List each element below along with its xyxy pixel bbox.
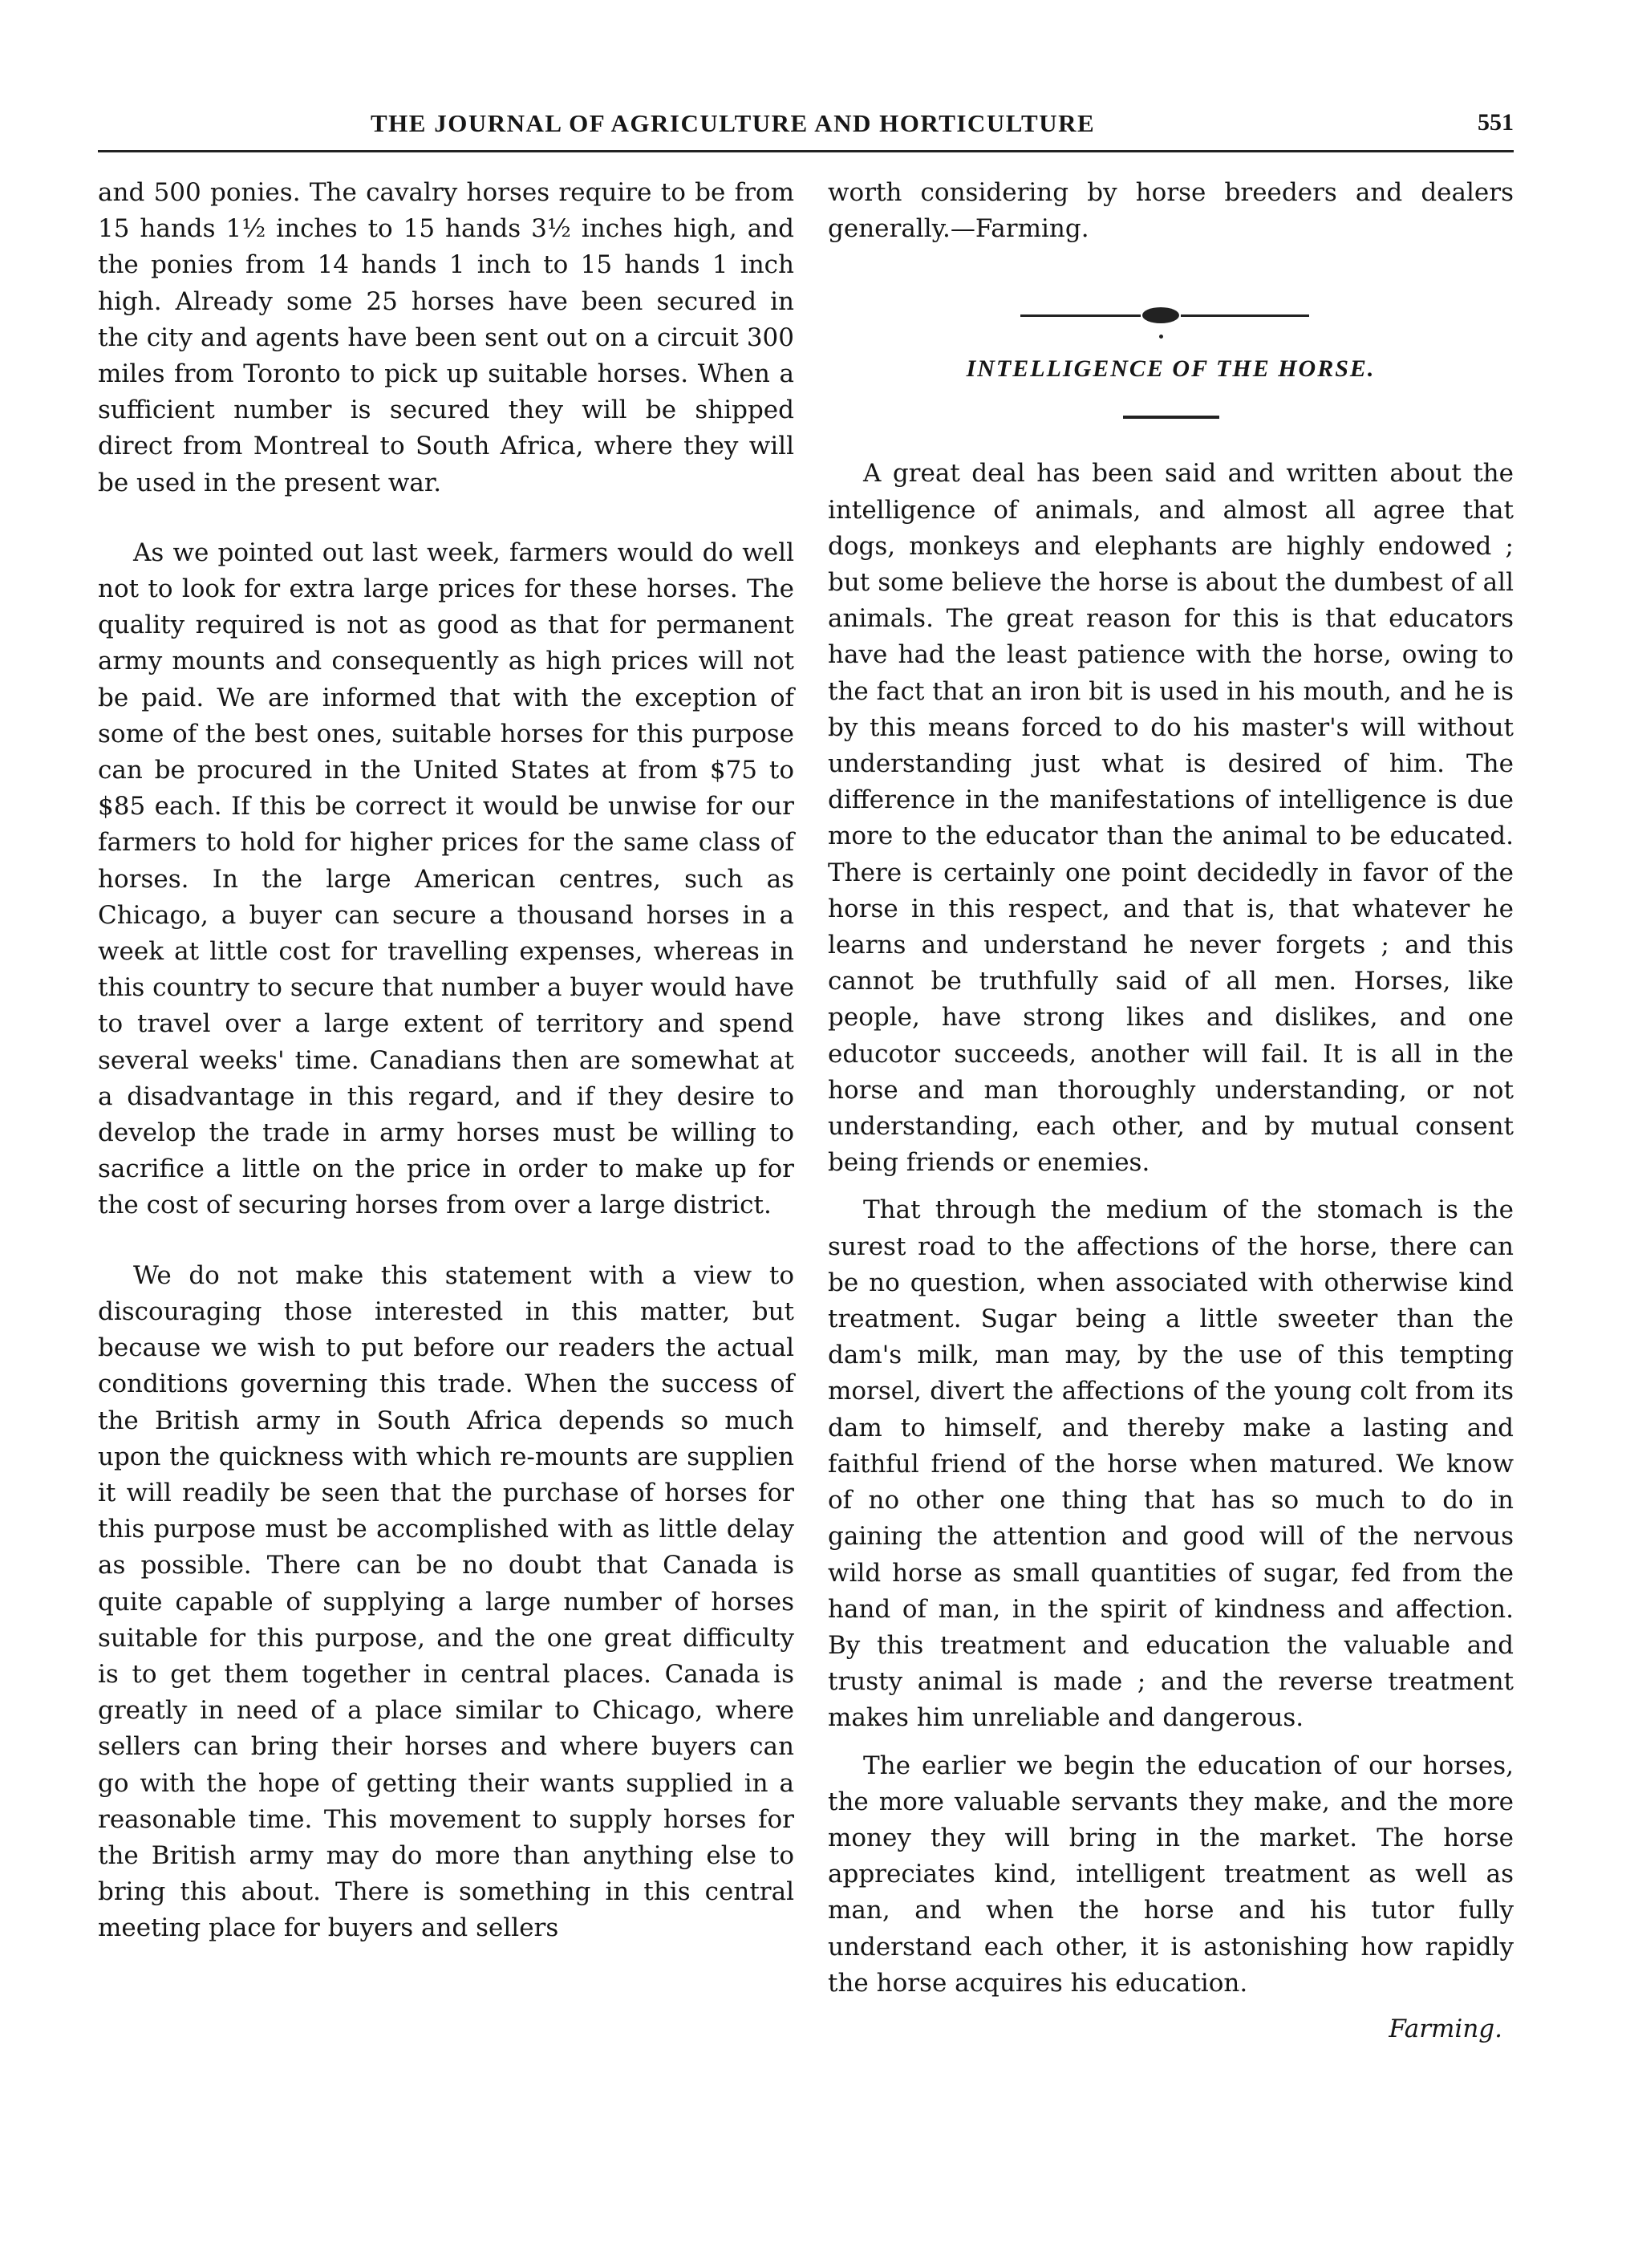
paragraph-education: The earlier we begin the education of our horses, the more valuable servants they make, and the more money they will bring in the market. The horse appreciates kind, intelligent treatment as well as man, and when the horse and his tutor fully understand each other, it is astonishing how rapidly the horse acquires his education. [828,1751,1514,1998]
running-title: THE JOURNAL OF AGRICULTURE AND HORTICULTURE [371,109,1096,137]
paragraph-intelligence: A great deal has been said and written about the intelligence of animals, and almost all agree that dogs, monkeys and elephants are highly endowed ; but some believe the horse is about the dumbest of all animals. The great reason for this is that educators have had the least patience with the horse, owing to the fact that an iron bit is used in his mouth, and he is by this means forced to do his master's will without understanding just what is desired of him. The difference in the manifestations of intelligence is due more to the educator than the animal to be educated. There is certainly one point decidedly in favor of the horse in this respect, and that is, that whatever he learns and understand he never forgets ; and this cannot be truthfully said of all men. Horses, like people, have strong likes and dislikes, and one educotor succeeds, another will fail. It is all in the horse and man thoroughly understanding, or not understanding, each other, and by mutual consent being friends or enemies. [828,459,1514,1178]
paragraph-prices: As we pointed out last week, farmers would do well not to look for extra large prices for these horses. The quality required is not as good as that for permanent army mounts and consequently as high prices will not be paid. We are informed that with the exception of some of the best ones, suitable horses for this purpose can be procured in the United States at from $75 to $85 each. If this be correct it would be unwise for our farmers to hold for higher prices for the same class of horses. In the large American centres, such as Chicago, a buyer can secure a thousand horses in a week at little cost for travelling expenses, whereas in this country to secure that number a buyer would have to travel over a large extent of territory and spend several weeks' time. Canadians then are somewhat at a disadvantage in this regard, and if they desire to develop the trade in army horses must be willing to sacrifice a little on the price in order to make up for the cost of securing horses from over a large district. [98,538,794,1220]
page-number: 551 [1478,109,1514,136]
page-header [98,104,1514,140]
header-rule [98,150,1514,152]
section-divider-ornament [828,282,1514,347]
paragraph-sugar: That through the medium of the stomach is the surest road to the affections of the horse, there can be no question, when associated with otherwise kind treatment. Sugar being a little sweeter than the dam's milk, man may, by the use of this tempting morsel, divert the affections of the young colt from its dam to himself, and thereby make a lasting and faithful friend of the horse when matured. We know of no other one thing that has so much to do in gaining the attention and good will of the nervous wild horse as small quantities of sugar, fed from the hand of man, in the spirit of kindness and affection. By this treatment and education the valuable and trusty animal is made ; and the reverse treatment makes him unreliable and dangerous. [828,1195,1514,1733]
paragraph-cavalry-requirements: and 500 ponies. The cavalry horses require to be from 15 hands 1½ inches to 15 hands 3½ inches high, and the ponies from 14 hands 1 inch to 15 hands 1 inch high. Already some 25 horses have been secured in the city and agents have been sent out on a circuit 300 miles from Toronto to pick up suitable horses. When a sufficient number is secured they will be shipped direct from Montreal to South Africa, where they will be used in the present war. [98,178,794,497]
signature: Farming. [1389,2014,1502,2043]
heading-rule [1123,416,1219,419]
paragraph-continued: worth considering by horse breeders and dealers generally.—Farming. [828,178,1514,244]
left-column [98,175,794,1947]
paragraph-conditions: We do not make this statement with a view to discouraging those interested in this matter, but because we wish to put before our readers the actual conditions governing this trade. When the success of the British army in South Africa depends so much upon the quickness with which re-mounts are supplien it will readily be seen that the purchase of horses for this purpose must be accomplished with as little delay as possible. There can be no doubt that Canada is quite capable of supplying a large number of horses suitable for this purpose, and the one great difficulty is to get them together in central places. Canada is greatly in need of a place similar to Chicago, where sellers can bring their horses and where buyers can go with the hope of getting their wants supplied in a reasonable time. This movement to supply horses for the British army may do more than anything else to bring this about. There is something in this central meeting place for buyers and sellers [98,1260,794,1943]
section-heading: INTELLIGENCE OF THE HORSE. [966,355,1376,383]
right-column [828,175,1514,2047]
